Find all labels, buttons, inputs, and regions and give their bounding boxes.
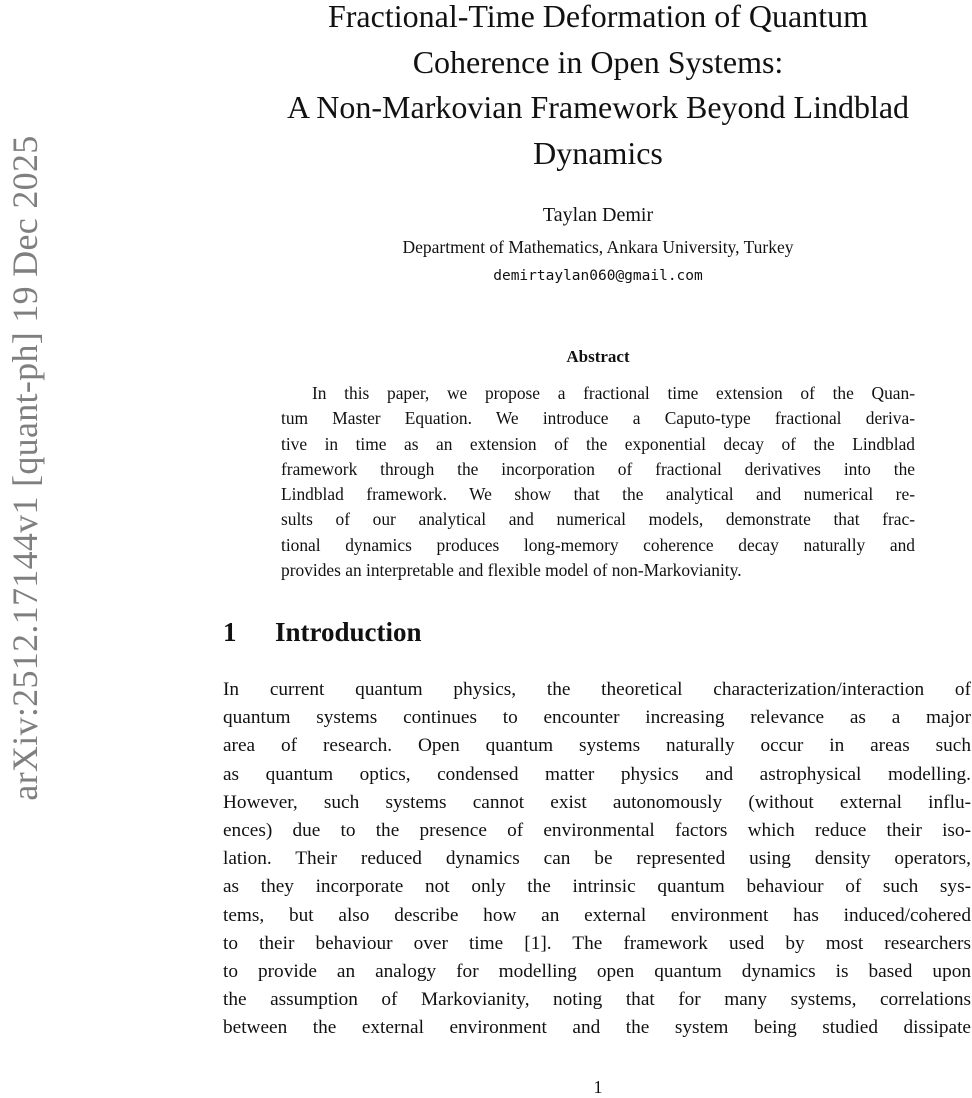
introduction-body	[223, 676, 971, 1042]
section-heading	[223, 617, 422, 648]
body-line: area of research. Open quantum systems naturally occur in areas such	[223, 735, 971, 757]
page-number: 1	[593, 1077, 603, 1097]
section-title: Introduction	[275, 617, 422, 647]
body-line: the assumption of Markovianity, noting that for many systems, correlations	[223, 989, 971, 1011]
author-name: Taylan Demir	[542, 204, 654, 226]
body-line: to provide an analogy for modelling open quantum dynamics is based upon	[223, 960, 971, 982]
abstract-line: tional dynamics produces long-memory coherence decay naturally and	[281, 534, 915, 555]
abstract-body	[281, 381, 915, 583]
abstract-line: provides an interpretable and flexible model of non-Markovianity.	[281, 560, 742, 581]
body-line: lation. Their reduced dynamics can be represented using density operators,	[223, 848, 971, 870]
abstract-line: tum Master Equation. We introduce a Caputo-type fractional deriva-	[281, 408, 915, 429]
body-line: However, such systems cannot exist autonomously (without external influ-	[223, 791, 971, 813]
body-line: as they incorporate not only the intrinsic quantum behaviour of such sys-	[223, 876, 971, 898]
body-line: ences) due to the presence of environmental factors which reduce their iso-	[223, 819, 971, 841]
abstract-line: In this paper, we propose a fractional time extension of the Quan-	[312, 383, 915, 403]
section-number: 1	[223, 617, 237, 647]
arxiv-identifier: arXiv:2512.17144v1 [quant-ph] 19 Dec 2025	[5, 135, 45, 801]
body-line: tems, but also describe how an external environment has induced/cohered	[223, 904, 971, 926]
title-line: Coherence in Open Systems:	[412, 43, 784, 80]
title-line: Dynamics	[533, 134, 663, 171]
author-email: demirtaylan060@gmail.com	[493, 268, 703, 284]
abstract-line: framework through the incorporation of fractional derivatives into the	[281, 458, 915, 479]
body-line: between the external environment and the system being studied dissipate	[223, 1017, 971, 1039]
arxiv-side-stamp	[0, 0, 50, 880]
paper-title	[240, 0, 956, 176]
title-line: A Non-Markovian Framework Beyond Lindblad	[286, 89, 910, 125]
body-line: as quantum optics, condensed matter physics and astrophysical modelling.	[223, 763, 971, 785]
abstract-line: sults of our analytical and numerical models, demonstrate that frac-	[281, 509, 915, 530]
title-line: Fractional-Time Deformation of Quantum	[327, 0, 869, 34]
abstract-heading: Abstract	[566, 347, 630, 366]
body-line: quantum systems continues to encounter increasing relevance as a major	[223, 707, 971, 729]
body-line: to their behaviour over time [1]. The framework used by most researchers	[223, 932, 971, 954]
abstract-line: tive in time as an extension of the exponential decay of the Lindblad	[281, 433, 915, 454]
abstract-line: Lindblad framework. We show that the analytical and numerical re-	[281, 484, 915, 505]
author-affiliation: Department of Mathematics, Ankara University, Turkey	[402, 237, 794, 257]
body-line: In current quantum physics, the theoretical characterization/interaction of	[223, 679, 971, 700]
